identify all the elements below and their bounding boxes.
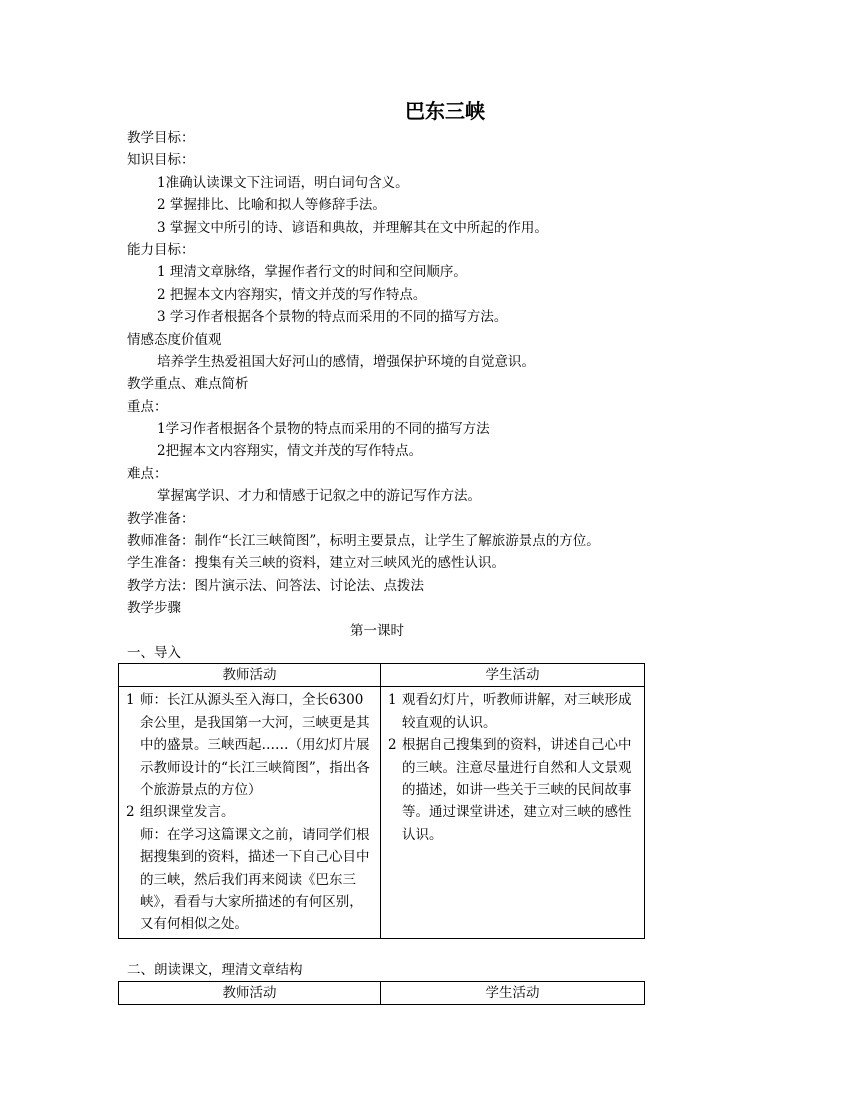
- attitude-goal: 培养学生热爱祖国大好河山的感情，增强保护环境的自觉意识。: [157, 353, 535, 370]
- heading-teaching-goals: 教学目标：: [127, 130, 195, 146]
- ability-goal-1: 1 理清文章脉络，掌握作者行文的时间和空间顺序。: [157, 264, 467, 281]
- teacher-activity-cell: [119, 687, 381, 938]
- teacher-item-1: [126, 689, 373, 801]
- table-header-row: [119, 664, 645, 687]
- lesson-plan-body: [127, 127, 687, 664]
- document-title: 巴东三峡: [405, 99, 485, 123]
- section-read-text: 二、朗读课文，理清文章结构: [127, 962, 303, 978]
- student-activity-cell: [381, 687, 645, 938]
- activity-table-introduction: [118, 663, 645, 939]
- teacher-item-2-text: 组织课堂发言。: [140, 804, 235, 821]
- teacher-prompt-paragraph: 师：在学习这篇课文之前，请同学们根据搜集到的资料，描述一下自己心目中的三峡，然后我们再来阅读《巴东三峡》，看看与大家所描述的有何区别，又有何相似之处。: [140, 826, 370, 933]
- teacher-activity-header: 教师活动: [119, 982, 381, 1005]
- ability-goal-3: 3 学习作者根据各个景物的特点而采用的不同的描写方法。: [157, 309, 508, 326]
- heading-knowledge-goals: 知识目标：: [127, 152, 195, 169]
- heading-teaching-steps: 教学步骤: [127, 600, 181, 617]
- knowledge-goal-1: 1准确认读课文下注词语，明白词句含义。: [157, 174, 409, 191]
- heading-attitude-values: 情感态度价值观: [127, 331, 222, 348]
- teacher-item-2-number: 2: [126, 804, 135, 821]
- key-point-2: 2把握本文内容翔实，情文并茂的写作特点。: [157, 443, 423, 460]
- teacher-activity-header: 教师活动: [119, 664, 381, 687]
- knowledge-goal-3: 3 掌握文中所引的诗、谚语和典故，并理解其在文中所起的作用。: [157, 219, 548, 236]
- student-item-2-text: 根据自己搜集到的资料，讲述自己心中的三峡。注意尽量进行自然和人文景观的描述，如讲一些关于三峡的民间故事等。通过课堂讲述，建立对三峡的感性认识。: [402, 737, 632, 843]
- student-activity-header: 学生活动: [381, 664, 645, 687]
- student-item-2: [388, 734, 637, 846]
- table-row: [119, 687, 645, 938]
- difficult-point: 掌握寓学识、才力和情感于记叙之中的游记写作方法。: [157, 488, 481, 505]
- teaching-methods: 教学方法：图片演示法、问答法、讨论法、点拨法: [127, 577, 424, 594]
- heading-difficult-points: 难点：: [127, 465, 168, 482]
- lesson-period-heading: 第一课时: [350, 622, 404, 639]
- student-item-2-number: 2: [388, 737, 397, 754]
- student-item-1: [388, 689, 637, 734]
- teacher-item-1-text: 师：长江从源头至入海口，全长6300余公里，是我国第一大河，三峡更是其中的盛景。三峡西起……（用幻灯片展示教师设计的“长江三峡简图”，指出各个旅游景点的方位）: [140, 692, 370, 799]
- student-preparation: 学生准备：搜集有关三峡的资料，建立对三峡风光的感性认识。: [127, 555, 505, 572]
- student-activity-header: 学生活动: [381, 982, 645, 1005]
- heading-preparation: 教学准备：: [127, 510, 195, 527]
- teacher-item-2: [126, 801, 373, 823]
- heading-key-points: 重点：: [127, 398, 168, 415]
- knowledge-goal-2: 2 掌握排比、比喻和拟人等修辞手法。: [157, 197, 386, 214]
- teacher-item-1-number: 1: [126, 692, 135, 709]
- heading-ability-goals: 能力目标：: [127, 241, 195, 258]
- ability-goal-2: 2 把握本文内容翔实，情文并茂的写作特点。: [157, 286, 427, 303]
- student-item-1-text: 观看幻灯片，听教师讲解，对三峡形成较直观的认识。: [402, 692, 632, 731]
- section-introduction: 一、导入: [127, 644, 181, 661]
- key-point-1: 1学习作者根据各个景物的特点而采用的不同的描写方法: [157, 421, 490, 438]
- activity-table-reading: [118, 981, 645, 1005]
- student-item-1-number: 1: [388, 692, 397, 709]
- teacher-preparation: 教师准备：制作“长江三峡简图”，标明主要景点，让学生了解旅游景点的方位。: [127, 533, 600, 550]
- heading-key-difficult-points: 教学重点、难点简析: [127, 376, 249, 393]
- table-header-row: [119, 982, 645, 1005]
